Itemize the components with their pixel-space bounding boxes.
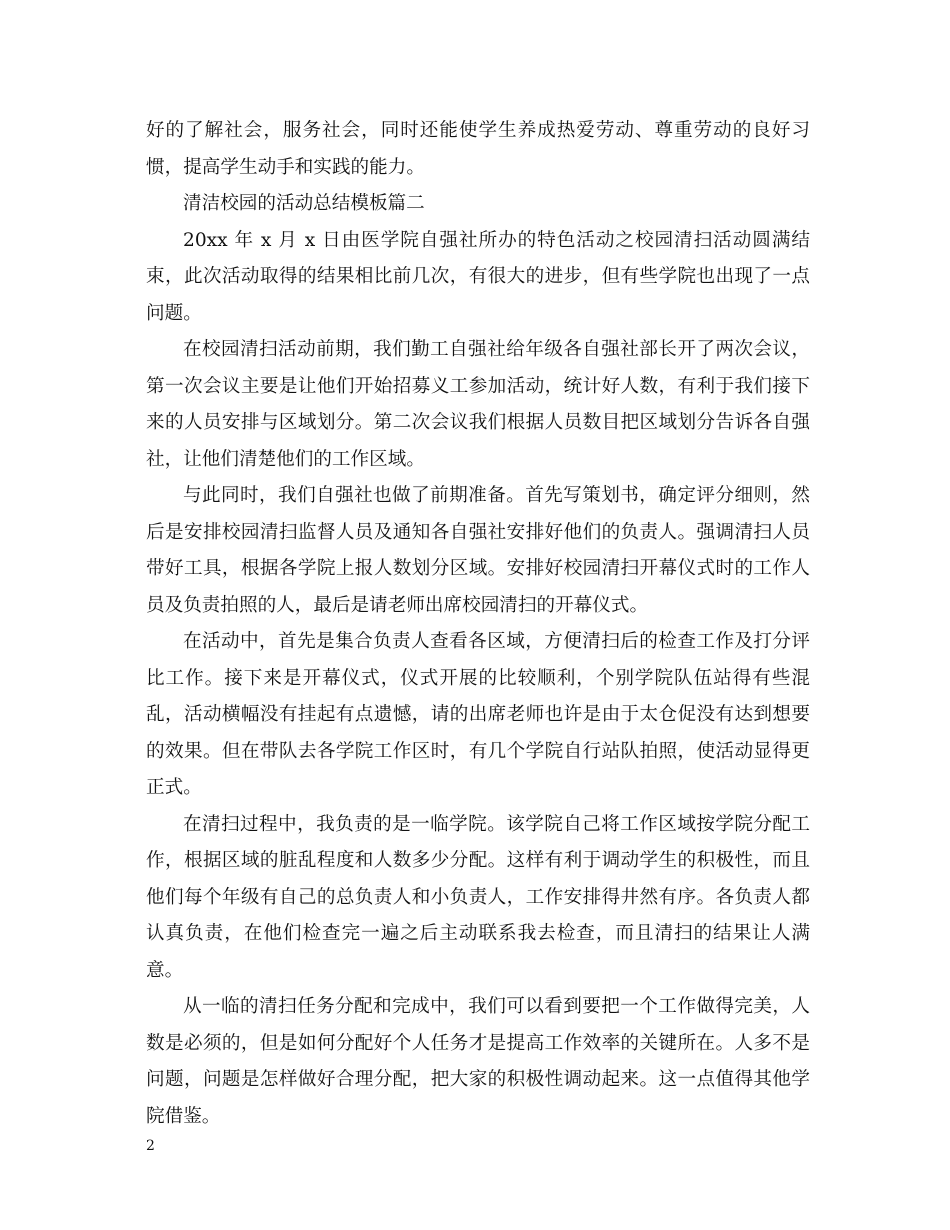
paragraph-3: 在校园清扫活动前期，我们勤工自强社给年级各自强社部长开了两次会议，第一次会议主要是让他们开始招募义工参加活动，统计好人数，有利于我们接下来的人员安排与区域划分。第二次会议我们根据人员数目把区域划分告诉各自强社，让他们清楚他们的工作区域。 xyxy=(146,339,810,470)
paragraph-6: 在清扫过程中，我负责的是一临学院。该学院自己将工作区域按学院分配工作，根据区域的脏乱程度和人数多少分配。这样有利于调动学生的积极性，而且他们每个年级有自己的总负责人和小负责人，工作安排得井然有序。各负责人都认真负责，在他们检查完一遍之后主动联系我去检查，而且清扫的结果让人满意。 xyxy=(146,813,810,981)
paragraph-1: 好的了解社会，服务社会，同时还能使学生养成热爱劳动、尊重劳动的良好习惯，提高学生动手和实践的能力。 xyxy=(146,120,810,178)
paragraph-7: 从一临的清扫任务分配和完成中，我们可以看到要把一个工作做得完美，人数是必须的，但是如何分配好个人任务才是提高工作效率的关键所在。人多不是问题，问题是怎样做好合理分配，把大家的积极性调动起来。这一点值得其他学院借鉴。 xyxy=(146,996,810,1127)
document-body xyxy=(146,113,810,1135)
paragraph-2: 20xx 年 x 月 x 日由医学院自强社所办的特色活动之校园清扫活动圆满结束，此次活动取得的结果相比前几次，有很大的进步，但有些学院也出现了一点问题。 xyxy=(146,229,810,324)
paragraph-5: 在活动中，首先是集合负责人查看各区域，方便清扫后的检查工作及打分评比工作。接下来是开幕仪式，仪式开展的比较顺利，个别学院队伍站得有些混乱，活动横幅没有挂起有点遗憾，请的出席老师也许是由于太仓促没有达到想要的效果。但在带队去各学院工作区时，有几个学院自行站队拍照，使活动显得更正式。 xyxy=(146,631,810,798)
paragraph-4: 与此同时，我们自强社也做了前期准备。首先写策划书，确定评分细则，然后是安排校园清扫监督人员及通知各自强社安排好他们的负责人。强调清扫人员带好工具，根据各学院上报人数划分区域。安排好校园清扫开幕仪式时的工作人员及负责拍照的人，最后是请老师出席校园清扫的开幕仪式。 xyxy=(146,485,810,616)
section-heading: 清洁校园的活动总结模板篇二 xyxy=(183,193,425,214)
page-number: 2 xyxy=(146,1138,155,1154)
